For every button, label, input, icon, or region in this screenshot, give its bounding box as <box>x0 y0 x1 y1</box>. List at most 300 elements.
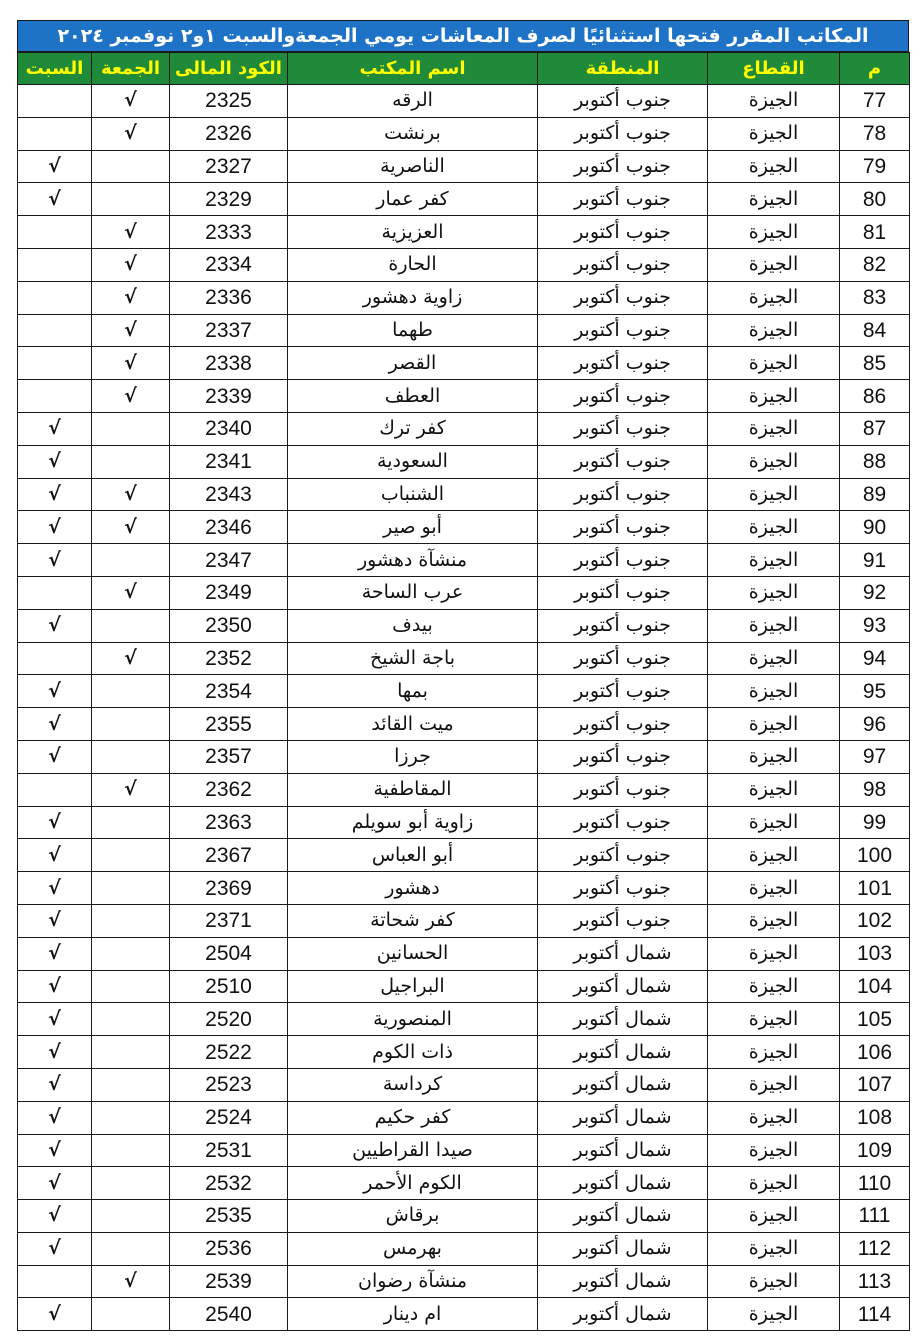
sector-cell: الجيزة <box>708 740 840 773</box>
friday-check-cell <box>92 872 170 905</box>
saturday-check-cell: √ <box>18 1101 92 1134</box>
financial-code-cell: 2523 <box>170 1068 288 1101</box>
saturday-check-cell <box>18 642 92 675</box>
saturday-check-cell: √ <box>18 740 92 773</box>
sector-cell: الجيزة <box>708 1298 840 1331</box>
office-name-cell: صيدا القراطيين <box>288 1134 538 1167</box>
financial-code-cell: 2346 <box>170 511 288 544</box>
financial-code-cell: 2339 <box>170 380 288 413</box>
friday-check-cell: √ <box>92 478 170 511</box>
friday-check-cell <box>92 839 170 872</box>
sector-cell: الجيزة <box>708 183 840 216</box>
saturday-check-cell <box>18 248 92 281</box>
financial-code-cell: 2536 <box>170 1232 288 1265</box>
table-row <box>18 904 910 937</box>
table-row <box>18 1003 910 1036</box>
row-number: 113 <box>840 1265 910 1298</box>
saturday-check-cell: √ <box>18 1003 92 1036</box>
financial-code-cell: 2371 <box>170 904 288 937</box>
office-name-cell: كرداسة <box>288 1068 538 1101</box>
region-cell: جنوب أكتوبر <box>538 544 708 577</box>
region-cell: شمال أكتوبر <box>538 1167 708 1200</box>
saturday-check-cell: √ <box>18 544 92 577</box>
sector-cell: الجيزة <box>708 1200 840 1233</box>
office-name-cell: بهرمس <box>288 1232 538 1265</box>
region-cell: جنوب أكتوبر <box>538 117 708 150</box>
row-number: 81 <box>840 216 910 249</box>
saturday-check-cell: √ <box>18 511 92 544</box>
friday-check-cell: √ <box>92 216 170 249</box>
region-cell: شمال أكتوبر <box>538 1068 708 1101</box>
office-name-cell: الحسانين <box>288 937 538 970</box>
saturday-check-cell <box>18 773 92 806</box>
row-number: 95 <box>840 675 910 708</box>
sector-cell: الجيزة <box>708 478 840 511</box>
region-cell: شمال أكتوبر <box>538 1298 708 1331</box>
sector-cell: الجيزة <box>708 937 840 970</box>
office-name-cell: دهشور <box>288 872 538 905</box>
row-number: 102 <box>840 904 910 937</box>
friday-check-cell <box>92 183 170 216</box>
friday-check-cell <box>92 937 170 970</box>
table-row <box>18 970 910 1003</box>
table-row <box>18 576 910 609</box>
region-cell: جنوب أكتوبر <box>538 85 708 118</box>
header-num: م <box>840 53 910 85</box>
office-name-cell: ميت القائد <box>288 708 538 741</box>
table-row <box>18 314 910 347</box>
row-number: 84 <box>840 314 910 347</box>
table-row <box>18 1232 910 1265</box>
region-cell: جنوب أكتوبر <box>538 347 708 380</box>
table-row <box>18 806 910 839</box>
saturday-check-cell: √ <box>18 839 92 872</box>
row-number: 92 <box>840 576 910 609</box>
region-cell: شمال أكتوبر <box>538 1200 708 1233</box>
table-row <box>18 1068 910 1101</box>
region-cell: جنوب أكتوبر <box>538 576 708 609</box>
region-cell: جنوب أكتوبر <box>538 839 708 872</box>
friday-check-cell: √ <box>92 117 170 150</box>
financial-code-cell: 2337 <box>170 314 288 347</box>
office-name-cell: برنشت <box>288 117 538 150</box>
saturday-check-cell: √ <box>18 412 92 445</box>
region-cell: شمال أكتوبر <box>538 1134 708 1167</box>
office-name-cell: منشآة رضوان <box>288 1265 538 1298</box>
region-cell: جنوب أكتوبر <box>538 806 708 839</box>
table-row <box>18 85 910 118</box>
table-row <box>18 380 910 413</box>
row-number: 108 <box>840 1101 910 1134</box>
sector-cell: الجيزة <box>708 1265 840 1298</box>
saturday-check-cell: √ <box>18 150 92 183</box>
financial-code-cell: 2357 <box>170 740 288 773</box>
row-number: 110 <box>840 1167 910 1200</box>
office-name-cell: العزيزية <box>288 216 538 249</box>
saturday-check-cell: √ <box>18 904 92 937</box>
friday-check-cell <box>92 544 170 577</box>
region-cell: جنوب أكتوبر <box>538 150 708 183</box>
table-row <box>18 937 910 970</box>
office-name-cell: القصر <box>288 347 538 380</box>
saturday-check-cell: √ <box>18 478 92 511</box>
friday-check-cell <box>92 1003 170 1036</box>
friday-check-cell <box>92 150 170 183</box>
region-cell: شمال أكتوبر <box>538 1003 708 1036</box>
financial-code-cell: 2354 <box>170 675 288 708</box>
financial-code-cell: 2343 <box>170 478 288 511</box>
region-cell: شمال أكتوبر <box>538 1232 708 1265</box>
office-name-cell: السعودية <box>288 445 538 478</box>
office-name-cell: بيدف <box>288 609 538 642</box>
friday-check-cell <box>92 1200 170 1233</box>
saturday-check-cell: √ <box>18 609 92 642</box>
header-code: الكود المالى <box>170 53 288 85</box>
friday-check-cell: √ <box>92 511 170 544</box>
sector-cell: الجيزة <box>708 1167 840 1200</box>
sector-cell: الجيزة <box>708 872 840 905</box>
row-number: 114 <box>840 1298 910 1331</box>
table-row <box>18 708 910 741</box>
friday-check-cell <box>92 1298 170 1331</box>
row-number: 97 <box>840 740 910 773</box>
financial-code-cell: 2510 <box>170 970 288 1003</box>
table-row <box>18 478 910 511</box>
table-row <box>18 740 910 773</box>
friday-check-cell <box>92 708 170 741</box>
friday-check-cell: √ <box>92 347 170 380</box>
row-number: 93 <box>840 609 910 642</box>
saturday-check-cell: √ <box>18 1167 92 1200</box>
region-cell: جنوب أكتوبر <box>538 183 708 216</box>
table-row <box>18 281 910 314</box>
table-row <box>18 445 910 478</box>
header-region: المنطقة <box>538 53 708 85</box>
table-row <box>18 1101 910 1134</box>
table-row <box>18 1298 910 1331</box>
row-number: 85 <box>840 347 910 380</box>
region-cell: شمال أكتوبر <box>538 1101 708 1134</box>
region-cell: جنوب أكتوبر <box>538 609 708 642</box>
region-cell: جنوب أكتوبر <box>538 642 708 675</box>
friday-check-cell <box>92 1232 170 1265</box>
sector-cell: الجيزة <box>708 216 840 249</box>
table-row <box>18 248 910 281</box>
office-name-cell: كفر حكيم <box>288 1101 538 1134</box>
office-name-cell: الشنباب <box>288 478 538 511</box>
friday-check-cell: √ <box>92 642 170 675</box>
row-number: 109 <box>840 1134 910 1167</box>
table-row <box>18 544 910 577</box>
sector-cell: الجيزة <box>708 806 840 839</box>
offices-sheet <box>17 20 909 1331</box>
sector-cell: الجيزة <box>708 347 840 380</box>
region-cell: جنوب أكتوبر <box>538 216 708 249</box>
saturday-check-cell <box>18 576 92 609</box>
row-number: 86 <box>840 380 910 413</box>
office-name-cell: الحارة <box>288 248 538 281</box>
financial-code-cell: 2340 <box>170 412 288 445</box>
sector-cell: الجيزة <box>708 609 840 642</box>
sector-cell: الجيزة <box>708 544 840 577</box>
saturday-check-cell <box>18 216 92 249</box>
row-number: 103 <box>840 937 910 970</box>
row-number: 101 <box>840 872 910 905</box>
financial-code-cell: 2326 <box>170 117 288 150</box>
financial-code-cell: 2349 <box>170 576 288 609</box>
sector-cell: الجيزة <box>708 117 840 150</box>
sector-cell: الجيزة <box>708 773 840 806</box>
financial-code-cell: 2334 <box>170 248 288 281</box>
sector-cell: الجيزة <box>708 1003 840 1036</box>
sector-cell: الجيزة <box>708 675 840 708</box>
friday-check-cell: √ <box>92 85 170 118</box>
sector-cell: الجيزة <box>708 1068 840 1101</box>
row-number: 90 <box>840 511 910 544</box>
financial-code-cell: 2522 <box>170 1036 288 1069</box>
office-name-cell: الرقه <box>288 85 538 118</box>
financial-code-cell: 2524 <box>170 1101 288 1134</box>
sector-cell: الجيزة <box>708 839 840 872</box>
row-number: 91 <box>840 544 910 577</box>
region-cell: جنوب أكتوبر <box>538 872 708 905</box>
office-name-cell: الناصرية <box>288 150 538 183</box>
region-cell: جنوب أكتوبر <box>538 773 708 806</box>
region-cell: جنوب أكتوبر <box>538 314 708 347</box>
region-cell: جنوب أكتوبر <box>538 380 708 413</box>
saturday-check-cell: √ <box>18 937 92 970</box>
financial-code-cell: 2504 <box>170 937 288 970</box>
table-row <box>18 872 910 905</box>
table-row <box>18 773 910 806</box>
financial-code-cell: 2336 <box>170 281 288 314</box>
sector-cell: الجيزة <box>708 1036 840 1069</box>
sector-cell: الجيزة <box>708 576 840 609</box>
region-cell: شمال أكتوبر <box>538 1265 708 1298</box>
row-number: 79 <box>840 150 910 183</box>
row-number: 78 <box>840 117 910 150</box>
saturday-check-cell <box>18 314 92 347</box>
sector-cell: الجيزة <box>708 150 840 183</box>
row-number: 111 <box>840 1200 910 1233</box>
office-name-cell: كفر عمار <box>288 183 538 216</box>
table-header-row <box>18 53 910 85</box>
table-row <box>18 675 910 708</box>
row-number: 99 <box>840 806 910 839</box>
saturday-check-cell: √ <box>18 1068 92 1101</box>
friday-check-cell <box>92 412 170 445</box>
office-name-cell: أبو العباس <box>288 839 538 872</box>
saturday-check-cell: √ <box>18 445 92 478</box>
saturday-check-cell: √ <box>18 1232 92 1265</box>
sector-cell: الجيزة <box>708 1232 840 1265</box>
financial-code-cell: 2362 <box>170 773 288 806</box>
row-number: 88 <box>840 445 910 478</box>
saturday-check-cell: √ <box>18 183 92 216</box>
friday-check-cell: √ <box>92 1265 170 1298</box>
table-row <box>18 150 910 183</box>
row-number: 83 <box>840 281 910 314</box>
office-name-cell: كفر ترك <box>288 412 538 445</box>
office-name-cell: ذات الكوم <box>288 1036 538 1069</box>
friday-check-cell <box>92 1068 170 1101</box>
sector-cell: الجيزة <box>708 412 840 445</box>
friday-check-cell: √ <box>92 248 170 281</box>
office-name-cell: المنصورية <box>288 1003 538 1036</box>
row-number: 80 <box>840 183 910 216</box>
table-row <box>18 117 910 150</box>
friday-check-cell <box>92 1101 170 1134</box>
financial-code-cell: 2531 <box>170 1134 288 1167</box>
friday-check-cell <box>92 1036 170 1069</box>
region-cell: شمال أكتوبر <box>538 970 708 1003</box>
friday-check-cell: √ <box>92 314 170 347</box>
sector-cell: الجيزة <box>708 1101 840 1134</box>
sector-cell: الجيزة <box>708 1134 840 1167</box>
saturday-check-cell <box>18 281 92 314</box>
office-name-cell: أبو صير <box>288 511 538 544</box>
financial-code-cell: 2367 <box>170 839 288 872</box>
financial-code-cell: 2352 <box>170 642 288 675</box>
sheet-title: المكاتب المقرر فتحها استثنائيًا لصرف المعاشات يومي الجمعةوالسبت ١و٢ نوفمبر ٢٠٢٤ <box>17 20 909 52</box>
financial-code-cell: 2369 <box>170 872 288 905</box>
header-office: اسم المكتب <box>288 53 538 85</box>
table-row <box>18 1265 910 1298</box>
row-number: 107 <box>840 1068 910 1101</box>
friday-check-cell <box>92 740 170 773</box>
office-name-cell: جرزا <box>288 740 538 773</box>
office-name-cell: باجة الشيخ <box>288 642 538 675</box>
region-cell: جنوب أكتوبر <box>538 445 708 478</box>
row-number: 96 <box>840 708 910 741</box>
table-row <box>18 839 910 872</box>
region-cell: جنوب أكتوبر <box>538 675 708 708</box>
header-saturday: السبت <box>18 53 92 85</box>
row-number: 98 <box>840 773 910 806</box>
saturday-check-cell: √ <box>18 1200 92 1233</box>
saturday-check-cell: √ <box>18 708 92 741</box>
saturday-check-cell <box>18 117 92 150</box>
region-cell: جنوب أكتوبر <box>538 708 708 741</box>
friday-check-cell <box>92 609 170 642</box>
region-cell: جنوب أكتوبر <box>538 904 708 937</box>
saturday-check-cell: √ <box>18 970 92 1003</box>
table-row <box>18 642 910 675</box>
row-number: 112 <box>840 1232 910 1265</box>
row-number: 77 <box>840 85 910 118</box>
sector-cell: الجيزة <box>708 380 840 413</box>
region-cell: جنوب أكتوبر <box>538 478 708 511</box>
table-row <box>18 511 910 544</box>
region-cell: جنوب أكتوبر <box>538 740 708 773</box>
office-name-cell: زاوية دهشور <box>288 281 538 314</box>
friday-check-cell <box>92 675 170 708</box>
financial-code-cell: 2520 <box>170 1003 288 1036</box>
saturday-check-cell: √ <box>18 675 92 708</box>
office-name-cell: المقاطفية <box>288 773 538 806</box>
sector-cell: الجيزة <box>708 85 840 118</box>
row-number: 87 <box>840 412 910 445</box>
friday-check-cell <box>92 1134 170 1167</box>
table-row <box>18 183 910 216</box>
row-number: 100 <box>840 839 910 872</box>
row-number: 94 <box>840 642 910 675</box>
friday-check-cell: √ <box>92 773 170 806</box>
table-row <box>18 216 910 249</box>
region-cell: شمال أكتوبر <box>538 937 708 970</box>
office-name-cell: برقاش <box>288 1200 538 1233</box>
office-name-cell: طهما <box>288 314 538 347</box>
financial-code-cell: 2532 <box>170 1167 288 1200</box>
office-name-cell: منشآة دهشور <box>288 544 538 577</box>
friday-check-cell <box>92 904 170 937</box>
financial-code-cell: 2363 <box>170 806 288 839</box>
table-row <box>18 609 910 642</box>
table-row <box>18 412 910 445</box>
region-cell: جنوب أكتوبر <box>538 412 708 445</box>
header-sector: القطاع <box>708 53 840 85</box>
saturday-check-cell <box>18 1265 92 1298</box>
financial-code-cell: 2333 <box>170 216 288 249</box>
financial-code-cell: 2540 <box>170 1298 288 1331</box>
region-cell: جنوب أكتوبر <box>538 248 708 281</box>
financial-code-cell: 2338 <box>170 347 288 380</box>
financial-code-cell: 2341 <box>170 445 288 478</box>
region-cell: شمال أكتوبر <box>538 1036 708 1069</box>
table-row <box>18 1200 910 1233</box>
saturday-check-cell: √ <box>18 1298 92 1331</box>
office-name-cell: العطف <box>288 380 538 413</box>
saturday-check-cell <box>18 347 92 380</box>
friday-check-cell <box>92 970 170 1003</box>
financial-code-cell: 2327 <box>170 150 288 183</box>
region-cell: جنوب أكتوبر <box>538 511 708 544</box>
office-name-cell: عرب الساحة <box>288 576 538 609</box>
financial-code-cell: 2539 <box>170 1265 288 1298</box>
friday-check-cell <box>92 806 170 839</box>
financial-code-cell: 2325 <box>170 85 288 118</box>
sector-cell: الجيزة <box>708 970 840 1003</box>
table-row <box>18 1134 910 1167</box>
row-number: 104 <box>840 970 910 1003</box>
office-name-cell: الكوم الأحمر <box>288 1167 538 1200</box>
saturday-check-cell <box>18 85 92 118</box>
offices-table <box>17 52 910 1331</box>
financial-code-cell: 2355 <box>170 708 288 741</box>
table-body <box>18 85 910 1331</box>
sector-cell: الجيزة <box>708 314 840 347</box>
sector-cell: الجيزة <box>708 642 840 675</box>
sector-cell: الجيزة <box>708 445 840 478</box>
region-cell: جنوب أكتوبر <box>538 281 708 314</box>
row-number: 106 <box>840 1036 910 1069</box>
friday-check-cell: √ <box>92 576 170 609</box>
sector-cell: الجيزة <box>708 281 840 314</box>
header-friday: الجمعة <box>92 53 170 85</box>
saturday-check-cell: √ <box>18 1036 92 1069</box>
financial-code-cell: 2350 <box>170 609 288 642</box>
financial-code-cell: 2535 <box>170 1200 288 1233</box>
office-name-cell: بمها <box>288 675 538 708</box>
saturday-check-cell: √ <box>18 872 92 905</box>
sector-cell: الجيزة <box>708 708 840 741</box>
saturday-check-cell <box>18 380 92 413</box>
row-number: 105 <box>840 1003 910 1036</box>
table-row <box>18 1036 910 1069</box>
office-name-cell: ام دينار <box>288 1298 538 1331</box>
table-row <box>18 347 910 380</box>
friday-check-cell <box>92 445 170 478</box>
